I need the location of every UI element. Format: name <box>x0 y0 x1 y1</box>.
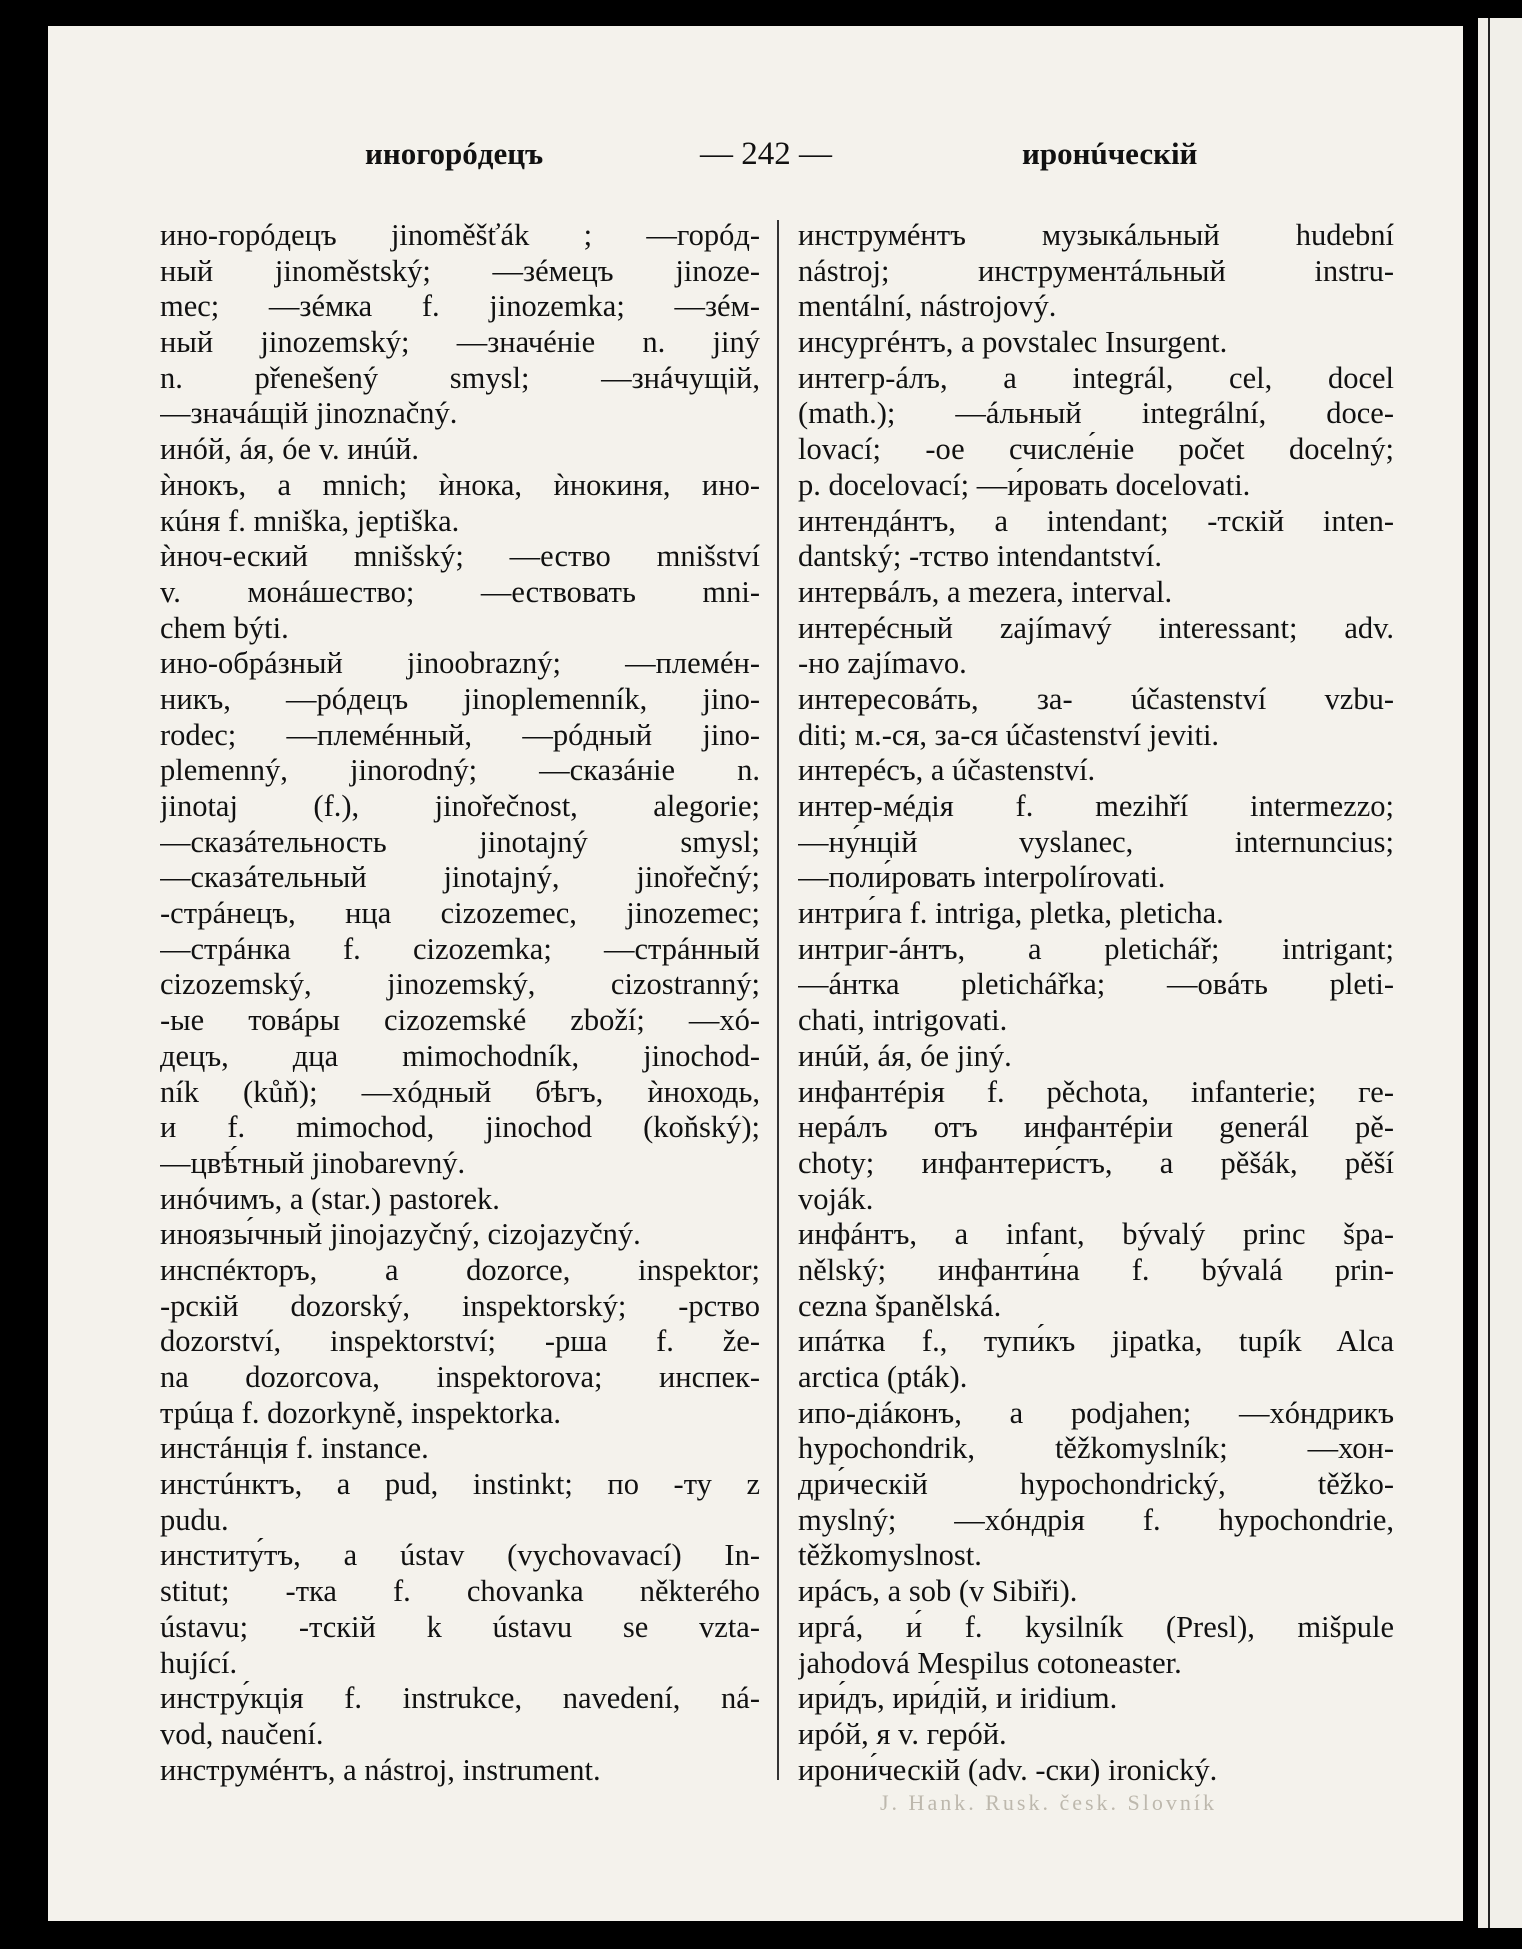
left-column <box>160 218 760 1788</box>
dictionary-line: —поли́ровать interpolírovati. <box>798 860 1166 895</box>
dictionary-line: интересовáть, за- účastenství vzbu- <box>798 681 1394 716</box>
dictionary-line: инструмéнтъ музыкáльный hudební <box>798 218 1394 252</box>
dictionary-line: интер-мéдія f. mezihří intermezzo; <box>798 789 1394 823</box>
dictionary-line: n. přenešený smysl; —знáчущій, <box>160 360 760 395</box>
dictionary-line: интендáнтъ, a intendant; -тскій inten- <box>798 503 1394 538</box>
dictionary-line: инспéкторъ, a dozorce, inspektor; <box>160 1252 760 1287</box>
dictionary-line: ипáтка f., тупи́къ jipatka, tupík Alca <box>798 1324 1394 1359</box>
dictionary-line: plemenný, jinorodný; —сказáніе n. <box>160 753 760 788</box>
dictionary-line: интервáлъ, a mezera, interval. <box>798 574 1173 609</box>
dictionary-line: интриг-áнтъ, a pletichář; intrigant; <box>798 931 1394 966</box>
right-column <box>798 218 1394 1788</box>
dictionary-line: интерéсъ, a účastenství. <box>798 753 1096 788</box>
dictionary-line: инфантéрія f. pěchota, infanterie; ге- <box>798 1074 1394 1109</box>
dictionary-line: dozorství, inspektorství; -рша f. že- <box>160 1324 760 1359</box>
dictionary-line: —цвѣ́тный jinobarevný. <box>160 1145 466 1180</box>
dictionary-line: никъ, —рóдецъ jinoplemenník, jino- <box>160 681 760 716</box>
dictionary-line: těžkomyslnost. <box>798 1538 982 1573</box>
dictionary-line: chem býti. <box>160 610 289 645</box>
dictionary-line: arctica (pták). <box>798 1360 968 1394</box>
bleed-through-text: J. Hank. Rusk. česk. Slovník <box>880 1790 1217 1815</box>
dictionary-line: ѝноч-еский mnišský; —ество mnišství <box>160 539 760 574</box>
dictionary-line: ино-обрáзный jinoobrazný; —племéн- <box>160 646 760 681</box>
dictionary-line: jinotaj (f.), jinořečnost, alegorie; <box>160 789 760 823</box>
dictionary-line: v. монáшество; —ествовать mni- <box>160 574 760 609</box>
dictionary-line: hypochondrik, těžkomyslník; —хон- <box>798 1431 1394 1466</box>
dictionary-line: lovací; -ое счисле́ніе počet docelný; <box>798 432 1394 467</box>
dictionary-line: rodec; —племéнный, —рóдный jino- <box>160 717 760 752</box>
dictionary-line: -ые товáры cizozemské zboží; —хó- <box>160 1003 760 1038</box>
dictionary-line: иноязы́чный jinojazyčný, cizojazyčný. <box>160 1217 641 1252</box>
dictionary-line: —стрáнка f. cizozemka; —стрáнный <box>160 931 760 966</box>
dictionary-line: ипо-діáконъ, a podjahen; —хóндрикъ <box>798 1395 1394 1430</box>
dictionary-line: ино-горóдецъ jinoměšťák ; —горóд- <box>160 218 760 252</box>
dictionary-line: ири́дъ, ири́дій, и iridium. <box>798 1681 1118 1716</box>
dictionary-line: интерéсный zajímavý interessant; adv. <box>798 610 1394 645</box>
dictionary-line: ník (kůň); —хóдный бѣгъ, ѝноходь, <box>160 1074 760 1109</box>
dictionary-line: jahodová Mespilus cotoneaster. <box>798 1645 1182 1680</box>
dictionary-line: инстáнція f. instance. <box>160 1431 429 1466</box>
dictionary-line: voják. <box>798 1181 874 1216</box>
dictionary-line: кúня f. mniška, jeptiška. <box>160 503 460 538</box>
dictionary-line: дри́ческій hypochondrický, těžko- <box>798 1467 1394 1502</box>
dictionary-line: diti; м.-ся, за-ся účastenství jeviti. <box>798 717 1220 752</box>
dictionary-line: институ́тъ, a ústav (vychovavací) In- <box>160 1538 760 1573</box>
dictionary-line: vod, naučení. <box>160 1716 324 1751</box>
dictionary-line: na dozorcova, inspektorova; инспек- <box>160 1360 760 1394</box>
dictionary-line: инúй, áя, óе jiný. <box>798 1038 1012 1073</box>
dictionary-line: ирони́ческій (adv. -ски) ironický. <box>798 1752 1218 1787</box>
dictionary-line: —сказáтельность jinotajný smysl; <box>160 824 760 859</box>
dictionary-line: —значáщій jinoznačný. <box>160 396 458 431</box>
dictionary-line: dantský; -тство intendantství. <box>798 539 1162 574</box>
dictionary-line: ирáсъ, a sob (v Sibiři). <box>798 1574 1078 1609</box>
dictionary-line: ústavu; -тскій k ústavu se vzta- <box>160 1609 760 1644</box>
dictionary-line: инфáнтъ, a infant, bývalý princ špa- <box>798 1217 1394 1252</box>
dictionary-line: chati, intrigovati. <box>798 1003 1008 1038</box>
dictionary-line: choty; инфантери́стъ, a pěšák, pěší <box>798 1145 1394 1180</box>
page-edge-line <box>1488 18 1490 1928</box>
dictionary-line: —áнтка pletichářka; —овáть pleti- <box>798 967 1394 1002</box>
dictionary-line: pudu. <box>160 1502 229 1537</box>
dictionary-line: ный jinoměstský; —зéмецъ jinoze- <box>160 253 760 288</box>
dictionary-line: -но zajímavo. <box>798 646 967 681</box>
dictionary-line: ный jinozemský; —значéніе n. jiný <box>160 325 760 360</box>
dictionary-line: иргá, и́ f. kysilník (Presl), mišpule <box>798 1609 1394 1644</box>
dictionary-line: инструмéнтъ, a nástroj, instrument. <box>160 1752 601 1787</box>
dictionary-line: инóчимъ, a (star.) pastorek. <box>160 1181 500 1216</box>
dictionary-line: myslný; —хóндрія f. hypochondrie, <box>798 1502 1394 1537</box>
dictionary-line: p. docelovací; —и́ровать docelovati. <box>798 467 1251 502</box>
dictionary-line: инстúнктъ, a pud, instinkt; по -ту z <box>160 1467 760 1502</box>
dictionary-line: инсургéнтъ, a povstalec Insurgent. <box>798 325 1228 360</box>
dictionary-line: nělský; инфанти́на f. bývalá prin- <box>798 1252 1394 1287</box>
dictionary-line: трúца f. dozorkyně, inspektorka. <box>160 1395 561 1430</box>
dictionary-line: нерáлъ отъ инфантéріи generál pě- <box>798 1110 1394 1145</box>
dictionary-line: -стрáнецъ, нца cizozemec, jinozemec; <box>160 896 760 931</box>
dictionary-line: —ну́нцій vyslanec, internuncius; <box>798 824 1394 859</box>
dictionary-line: децъ, дца mimochodník, jinochod- <box>160 1038 760 1073</box>
running-head-left: иногорóдецъ <box>365 136 544 171</box>
dictionary-line: mec; —зéмка f. jinozemka; —зéм- <box>160 289 760 324</box>
dictionary-line: ирóй, я v. герóй. <box>798 1716 1007 1751</box>
dictionary-line: инстру́кція f. instrukce, navedení, ná- <box>160 1681 760 1716</box>
running-head-right: иронúческій <box>1022 136 1198 171</box>
dictionary-line: nástroj; инструментáльный instru- <box>798 253 1394 288</box>
dictionary-line: -рскій dozorský, inspektorský; -рство <box>160 1288 760 1323</box>
dictionary-line: mentální, nástrojový. <box>798 289 1057 324</box>
dictionary-line: stitut; -тка f. chovanka některého <box>160 1574 760 1609</box>
dictionary-line: cezna španělská. <box>798 1288 1002 1323</box>
dictionary-line: —сказáтельный jinotajný, jinořečný; <box>160 860 760 895</box>
dictionary-line: ѝнокъ, a mnich; ѝнока, ѝнокиня, ино- <box>160 467 760 502</box>
dictionary-line: и f. mimochod, jinochod (koňský); <box>160 1110 760 1145</box>
page-number: — 242 — <box>700 136 832 172</box>
dictionary-line: hující. <box>160 1645 238 1680</box>
dictionary-line: (math.); —áльный integrální, doce- <box>798 396 1394 431</box>
column-divider <box>777 220 779 1780</box>
next-page-edge <box>1478 18 1522 1928</box>
dictionary-line: инóй, áя, óе v. инúй. <box>160 432 420 467</box>
dictionary-line: cizozemský, jinozemský, cizostranný; <box>160 967 760 1002</box>
dictionary-line: интри́га f. intriga, pletka, pleticha. <box>798 896 1224 931</box>
dictionary-line: интегр-áлъ, a integrál, cel, docel <box>798 360 1394 395</box>
